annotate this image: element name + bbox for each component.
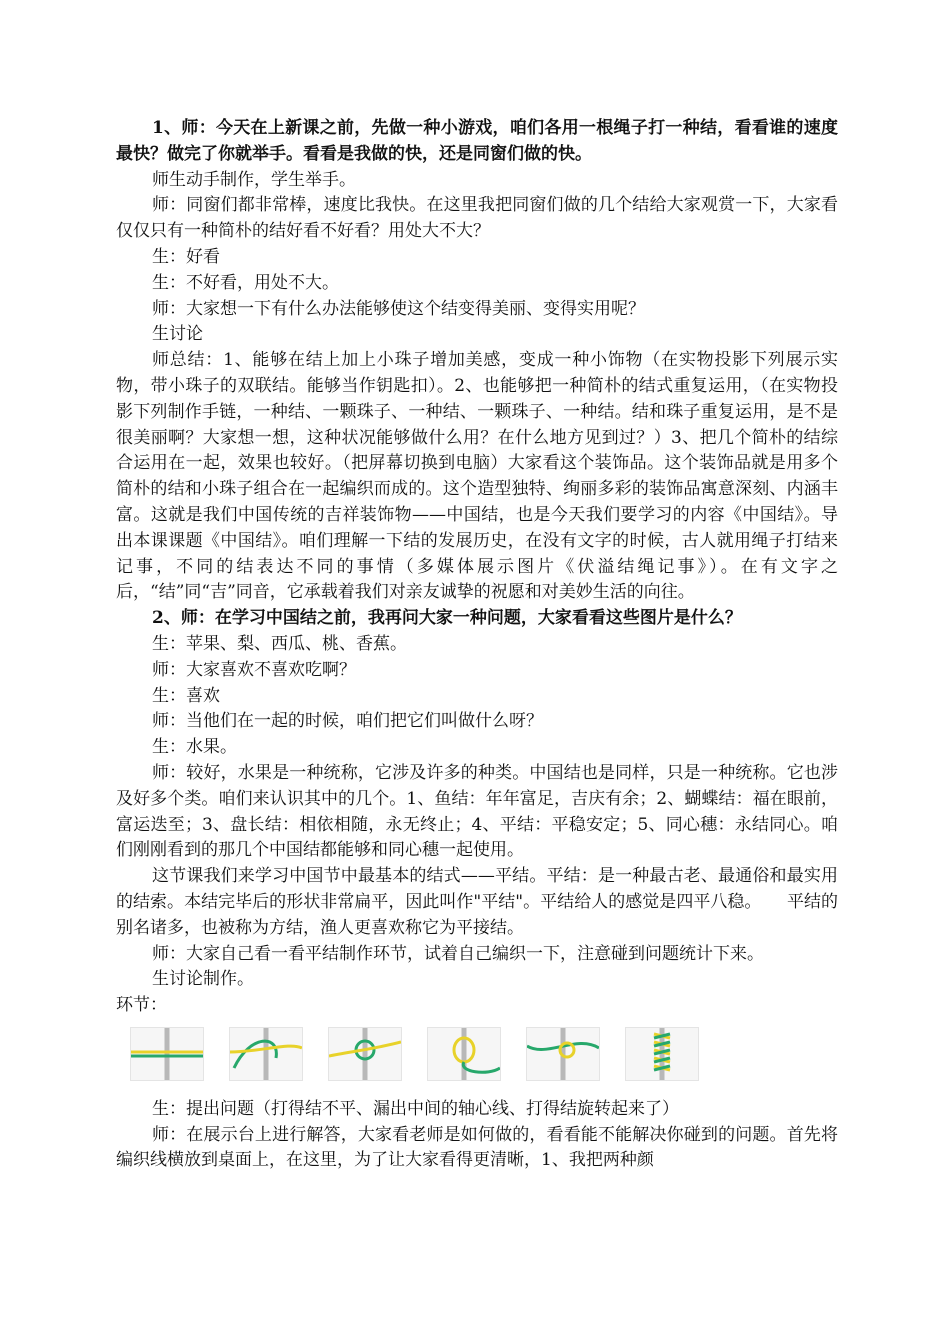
paragraph: 师：在展示台上进行解答，大家看老师是如何做的，看看能不能解决你碰到的问题。首先将编织线横放到桌面上，在这里，为了让大家看得更清晰，1、我把两种颜 [116, 1124, 838, 1171]
step-5-knot-illustration [527, 1028, 599, 1080]
paragraph: 师：当他们在一起的时候，咱们把它们叫做什么呀？ [152, 711, 543, 732]
paragraph: 生：水果。 [152, 737, 237, 758]
paragraph: 师生动手制作，学生举手。 [152, 169, 356, 190]
paragraph: 师总结：1、能够在结上加上小珠子增加美感，变成一种小饰物（在实物投影下列展示实物，带小珠子的双联结。能够当作钥匙扣）。2、也能够把一种简朴的结式重复运用，（在实物投影下列制作手链，一种结、一颗珠子、一种结、一颗珠子、一种结。结和珠子重复运用，是不是很美丽啊？大家想一想，这种状况能够做什么用？在什么地方见到过？）3、把几个简朴的结综合运用在一起，效果也较好。（把屏幕切换到电脑）大家看这个装饰品。这个装饰品就是用多个简朴的结和小珠子组合在一起编织而成的。这个造型独特、绚丽多彩的装饰品寓意深刻、内涵丰富。这就是我们中国传统的吉祥装饰物——中国结，也是今天我们要学习的内容《中国结》。导出本课课题《中国结》。咱们理解一下结的发展历史，在没有文字的时候，古人就用绳子打结来记事，不同的结表达不同的事情（多媒体展示图片《伏溢结绳记事》）。在有文字之后，“结”同“吉”同音，它承载着我们对亲友诚挚的祝愿和对美妙生活的向往。 [116, 350, 838, 603]
step-image-2 [229, 1027, 303, 1081]
document-body [116, 116, 838, 1174]
paragraph: 师：大家自己看一看平结制作环节，试着自己编织一下，注意碰到问题统计下来。 [152, 943, 764, 964]
steps-label: 环节： [116, 995, 167, 1016]
paragraph-group-top [116, 116, 838, 993]
paragraph: 1、师：今天在上新课之前，先做一种小游戏，咱们各用一根绳子打一种结，看看谁的速度最快？做完了你就举手。看看是我做的快，还是同窗们做的快。 [116, 118, 838, 164]
step-4-knot-illustration [428, 1028, 500, 1080]
paragraph: 生讨论 [152, 324, 203, 345]
step-6-knot-illustration [626, 1028, 698, 1080]
paragraph: 生：苹果、梨、西瓜、桃、香蕉。 [152, 633, 407, 654]
paragraph: 师：大家想一下有什么办法能够使这个结变得美丽、变得实用呢？ [152, 298, 645, 319]
paragraph: 生：好看 [152, 246, 220, 267]
paragraph: 生讨论制作。 [152, 969, 254, 990]
step-image-4 [427, 1027, 501, 1081]
paragraph: 师：大家喜欢不喜欢吃啊？ [152, 659, 356, 680]
step-image-strip [130, 1027, 838, 1081]
paragraph: 2、师：在学习中国结之前，我再问大家一种问题，大家看看这些图片是什么？ [152, 608, 742, 629]
step-3-knot-illustration [329, 1028, 401, 1080]
paragraph: 这节课我们来学习中国节中最基本的结式——平结。平结：是一种最古老、最通俗和最实用的结索。本结完毕后的形状非常扁平，因此叫作"平结"。平结给人的感觉是四平八稳。 平结的别名诸多，也被称为方结，渔人更喜欢称它为平接结。 [116, 866, 838, 938]
paragraph: 师：较好，水果是一种统称，它涉及许多的种类。中国结也是同样，只是一种统称。它也涉及好多个类。咱们来认识其中的几个。1、鱼结：年年富足，吉庆有余；2、蝴蝶结：福在眼前，富运迭至；3、盘长结：相依相随，永无终止；4、平结：平稳安定；5、同心穗：永结同心。咱们刚刚看到的那几个中国结都能够和同心穗一起使用。 [116, 762, 838, 861]
step-1-knot-illustration [131, 1028, 203, 1080]
paragraph: 生：提出问题（打得结不平、漏出中间的轴心线、打得结旋转起来了） [152, 1098, 679, 1119]
step-image-5 [526, 1027, 600, 1081]
paragraph: 生：不好看，用处不大。 [152, 272, 339, 293]
paragraph: 生：喜欢 [152, 685, 220, 706]
paragraph-group-bottom [116, 1097, 838, 1174]
step-image-3 [328, 1027, 402, 1081]
step-2-knot-illustration [230, 1028, 302, 1080]
step-image-6 [625, 1027, 699, 1081]
step-image-1 [130, 1027, 204, 1081]
paragraph: 师：同窗们都非常棒，速度比我快。在这里我把同窗们做的几个结给大家观赏一下，大家看仅仅只有一种简朴的结好看不好看？用处大不大？ [116, 195, 838, 242]
